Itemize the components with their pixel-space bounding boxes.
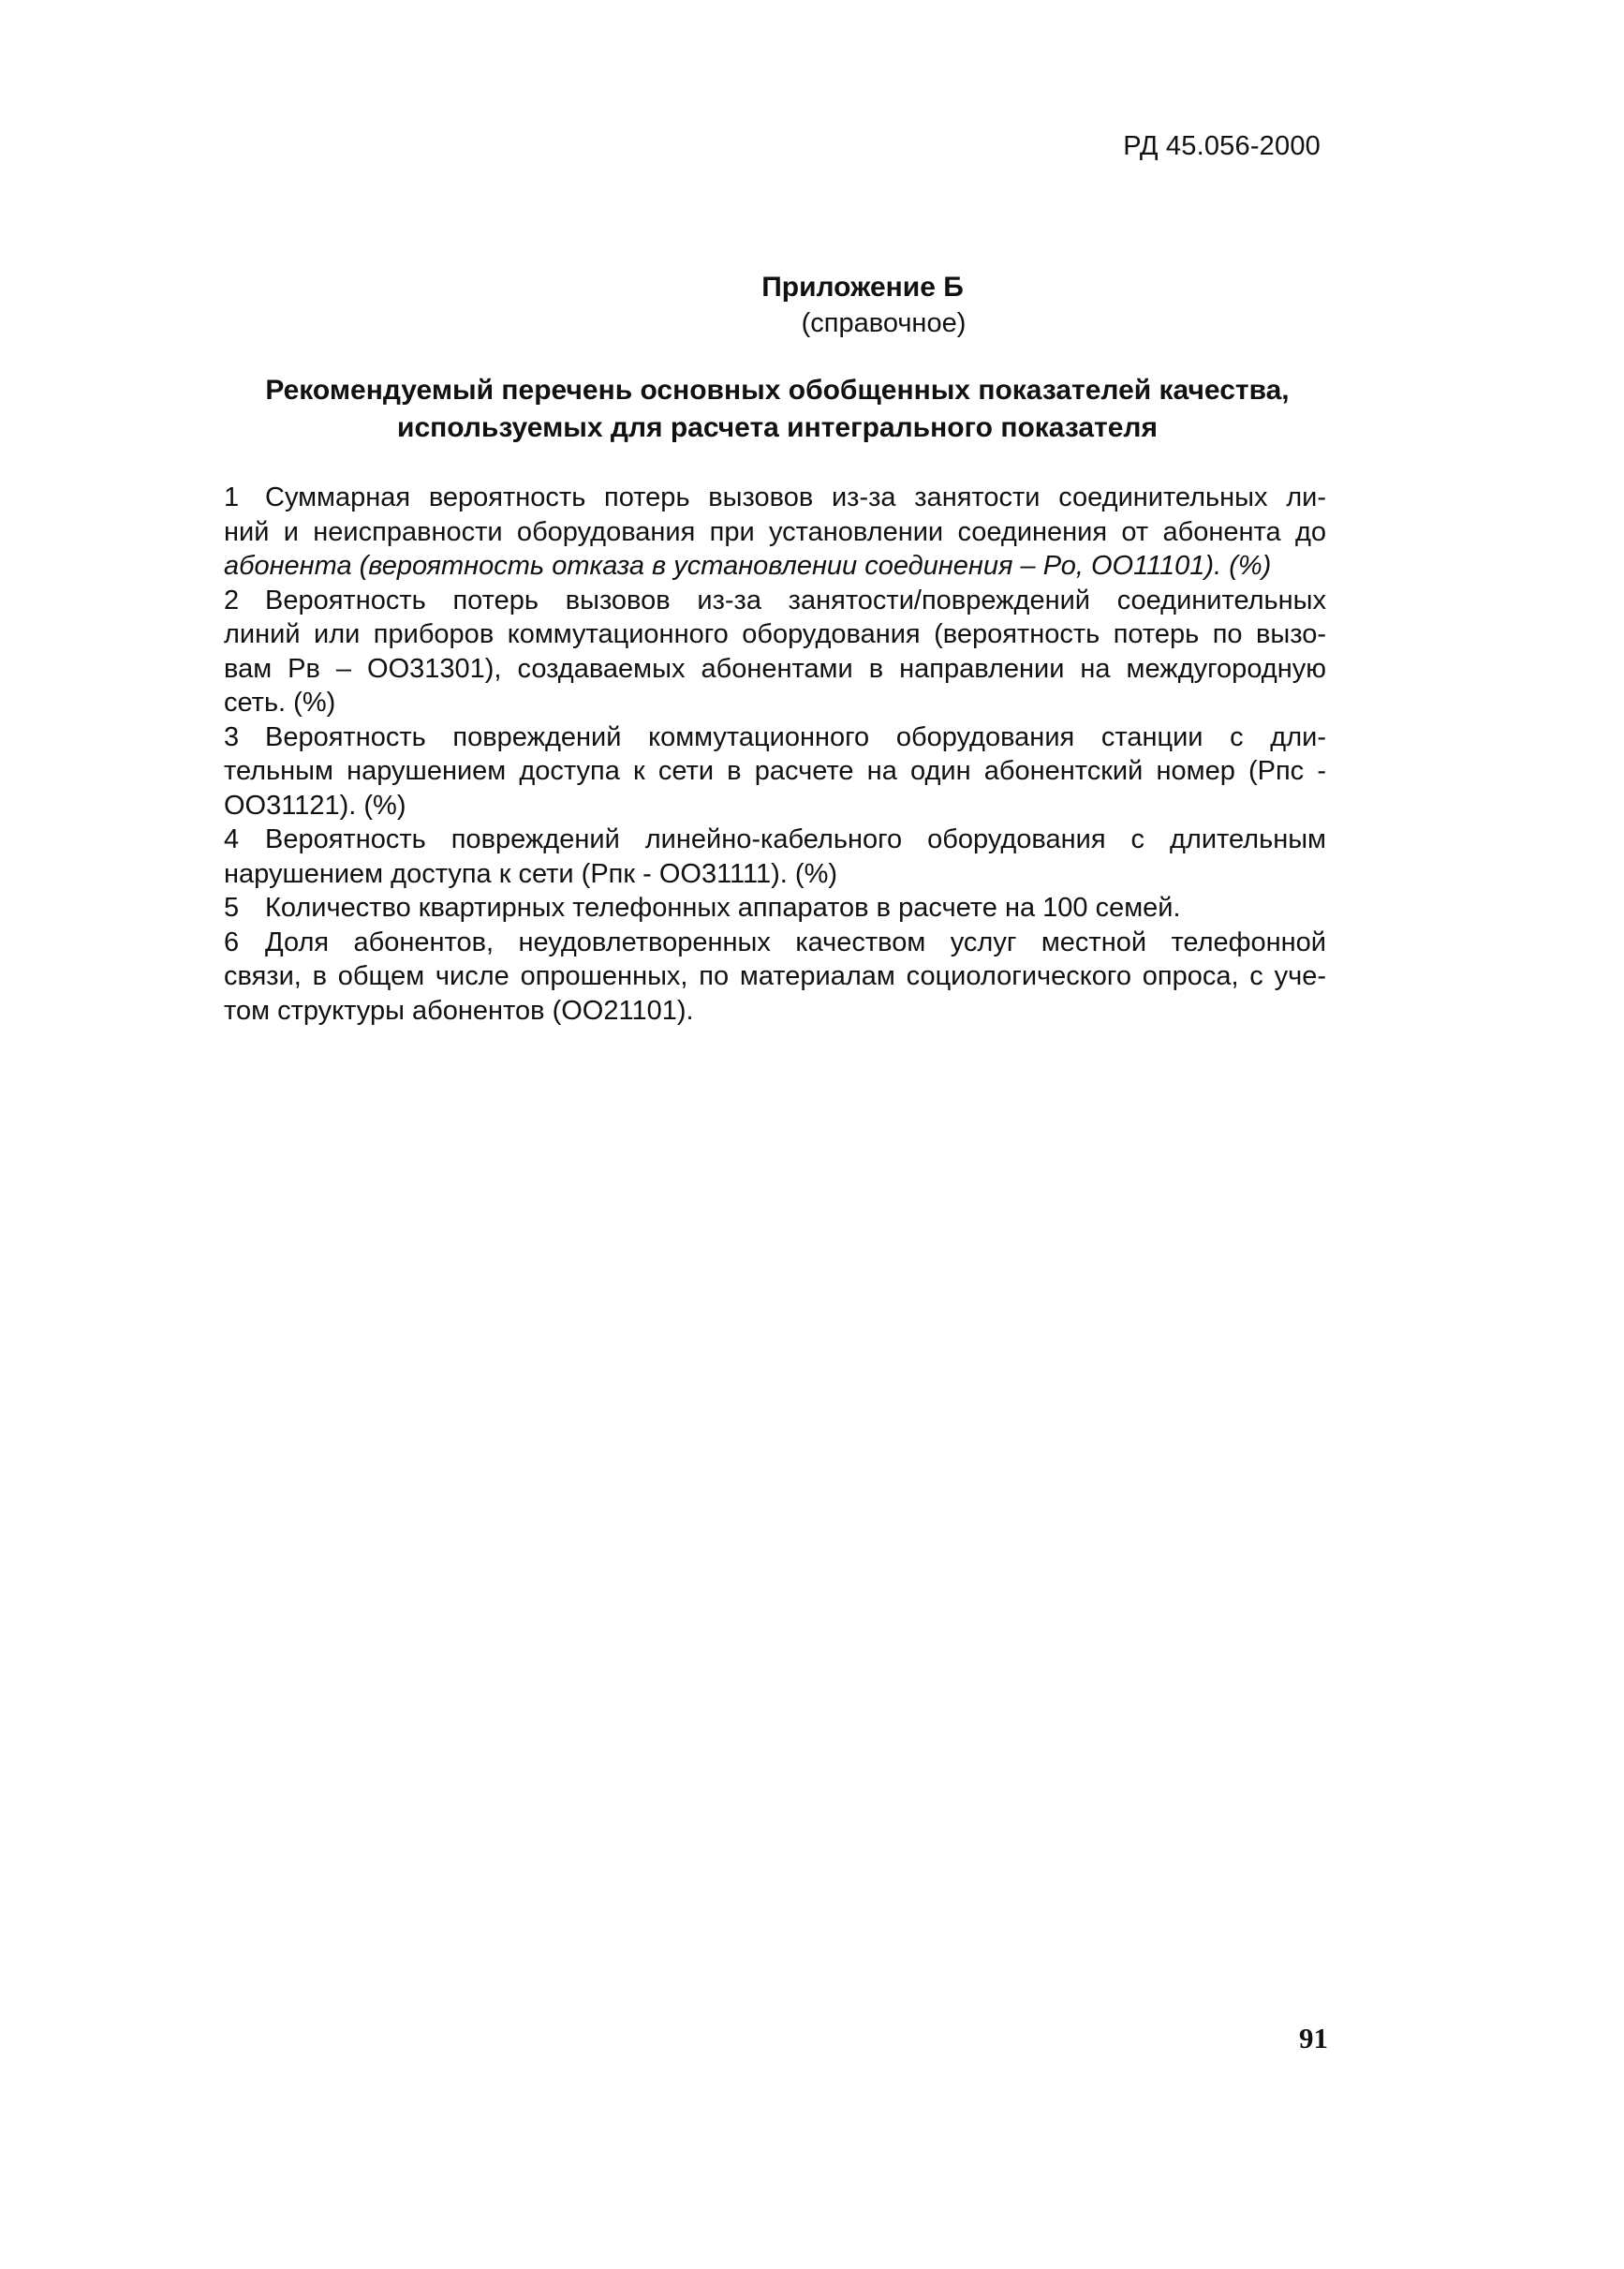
main-heading-line-1: Рекомендуемый перечень основных обобщенных показателей качества, (265, 375, 1290, 406)
list-item-text-line: Вероятность повреждений коммутационного оборудования станции с дли- (265, 721, 1326, 752)
list-item-3 (224, 720, 1326, 823)
list-item-text-line: Количество квартирных телефонных аппаратов в расчете на 100 семей. (265, 893, 1181, 923)
list-item-text-line: тельным нарушением доступа к сети в расчете на один абонентский номер (Рпс - (224, 756, 1326, 786)
document-code: РД 45.056-2000 (1123, 131, 1321, 161)
list-item-text-line: вам Рв – ОО31301), создаваемых абонентами в направлении на междугородную (224, 653, 1326, 684)
list-item-number: 1 (224, 482, 240, 512)
list-item-1 (224, 481, 1326, 584)
list-item-text-line: связи, в общем числе опрошенных, по материалам социологического опроса, с уче- (224, 961, 1326, 991)
list-item-6 (224, 926, 1326, 1029)
list-item-text-line: ний и неисправности оборудования при установлении соединения от абонента до (224, 516, 1326, 547)
list-item-number: 4 (224, 824, 240, 854)
list-item-text-line: сеть. (%) (224, 688, 336, 718)
main-heading-line-2: используемых для расчета интегрального показателя (397, 412, 1158, 443)
list-item-text-line: абонента (вероятность отказа в установлении соединения – Ро, ОО11101). (%) (224, 551, 1272, 581)
list-item-number: 6 (224, 927, 240, 957)
list-item-text-line: линий или приборов коммутационного оборудования (вероятность потерь по вызо- (224, 619, 1326, 649)
list-item-text-line: том структуры абонентов (ОО21101). (224, 995, 694, 1026)
list-item-text-line: ОО31121). (%) (224, 790, 406, 821)
list-item-number: 5 (224, 893, 240, 923)
list-item-4 (224, 823, 1326, 891)
appendix-block (0, 270, 1624, 341)
appendix-subtitle: (справочное) (801, 308, 967, 338)
list-item-text-line: Вероятность повреждений линейно-кабельного оборудования с длительным (265, 824, 1326, 854)
page-number: 91 (1299, 2022, 1328, 2054)
list-item-text-line: нарушением доступа к сети (Рпк - ОО31111). (%) (224, 858, 838, 889)
list-item-2 (224, 584, 1326, 720)
list-item-text-line: Вероятность потерь вызовов из-за занятости/повреждений соединительных (265, 585, 1326, 615)
appendix-title: Приложение Б (761, 272, 964, 303)
list-item-number: 3 (224, 721, 240, 752)
list-item-text-line: Доля абонентов, неудовлетворенных качеством услуг местной телефонной (265, 927, 1326, 957)
list-item-number: 2 (224, 585, 240, 615)
list-item-5 (224, 891, 1326, 926)
list-item-text-line: Суммарная вероятность потерь вызовов из-за занятости соединительных ли- (265, 482, 1326, 512)
indicator-list (224, 481, 1326, 1028)
main-heading (225, 372, 1330, 447)
